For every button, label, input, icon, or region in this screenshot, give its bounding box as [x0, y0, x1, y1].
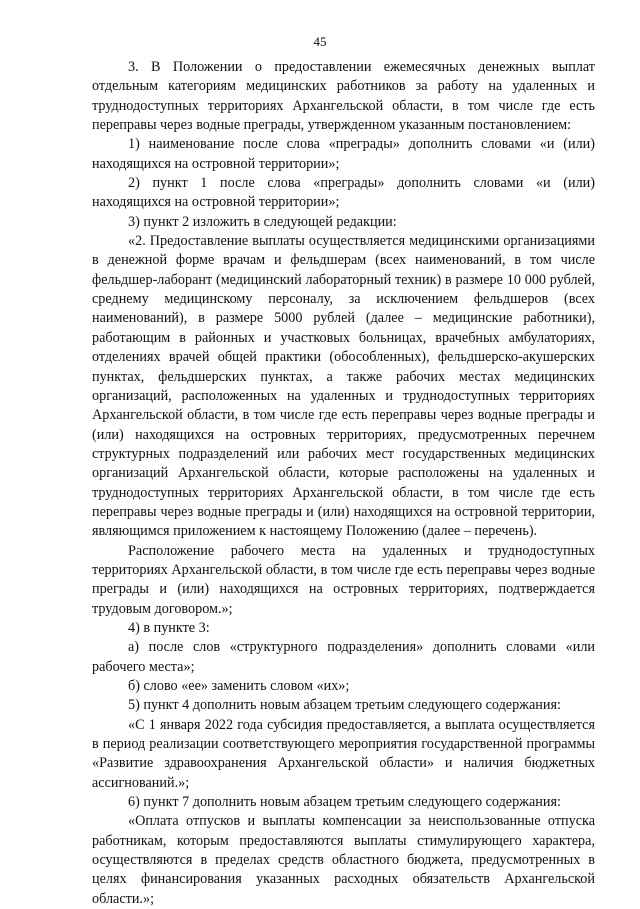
document-body — [92, 58, 595, 909]
paragraph-item-2: 2) пункт 1 после слова «преграды» дополнить словами «и (или) находящихся на островной территории»; — [92, 175, 595, 211]
paragraph-item-4: 4) в пункте 3: — [128, 619, 210, 636]
paragraph-quoted-clause-2: «2. Предоставление выплаты осуществляется медицинскими организациями в денежной форме врачам и фельдшерам (всех наименований, в том числе фельдшер-лаборант (медицинский лабораторный техник) в размере 10 000 рублей, среднему медицинскому персоналу, за исключением фельдшеров (всех наименований), в размере 5000 рублей (далее – медицинские работники), работающим в районных и участковых больницах, врачебных амбулаториях, отделениях врачей общей практики (обособленных), фельдшерско-акушерских пунктах, фельдшерских пунктах, а также рабочих местах медицинских организаций, расположенных на удаленных и труднодоступных территориях Архангельской области, в том числе где есть переправы через водные преграды и (или) находящихся на островных территориях, предусмотренных перечнем структурных подразделений или рабочих мест государственных медицинских организаций Архангельской области, которые расположены на удаленных и труднодоступных территориях Архангельской области, в том числе где есть переправы через водные преграды и (или) находящихся на островной территории, являющимся приложением к настоящему Положению (далее – перечень). — [92, 233, 595, 540]
paragraph-item-4a: а) после слов «структурного подразделения» дополнить словами «или рабочего места»; — [92, 639, 595, 675]
paragraph-item-3: 3) пункт 2 изложить в следующей редакции: — [128, 213, 397, 230]
paragraph-item-6: 6) пункт 7 дополнить новым абзацем третьим следующего содержания: — [128, 794, 561, 811]
paragraph-section-3-intro: 3. В Положении о предоставлении ежемесячных денежных выплат отдельным категориям медицинских работников за работу на удаленных и труднодоступных территориях Архангельской области, в том числе где есть переправы через водные преграды, утвержденном указанным постановлением: — [92, 59, 595, 134]
paragraph-workplace-location: Расположение рабочего места на удаленных и труднодоступных территориях Архангельской области, в том числе где есть переправы через водные преграды и (или) находящихся на островных территориях, подтверждается трудовым договором.»; — [92, 542, 595, 617]
paragraph-item-1: 1) наименование после слова «преграды» дополнить словами «и (или) находящихся на островной территории»; — [92, 136, 595, 172]
paragraph-item-5: 5) пункт 4 дополнить новым абзацем третьим следующего содержания: — [128, 697, 561, 714]
paragraph-quoted-subsidy: «С 1 января 2022 года субсидия предоставляется, а выплата осуществляется в период реализации соответствующего мероприятия государственной программы «Развитие здравоохранения Архангельской области» и наличия бюджетных ассигнований.»; — [92, 716, 595, 791]
paragraph-item-4b: б) слово «ее» заменить словом «их»; — [128, 678, 350, 694]
paragraph-quoted-vacation-pay: «Оплата отпусков и выплаты компенсации за неиспользованные отпуска работникам, которым предоставляются выплаты стимулирующего характера, осуществляются в пределах средств областного бюджета, предусмотренных в целях финансирования указанных расходных обязательств Архангельской области.»; — [92, 813, 595, 907]
page-number: 45 — [313, 34, 327, 49]
